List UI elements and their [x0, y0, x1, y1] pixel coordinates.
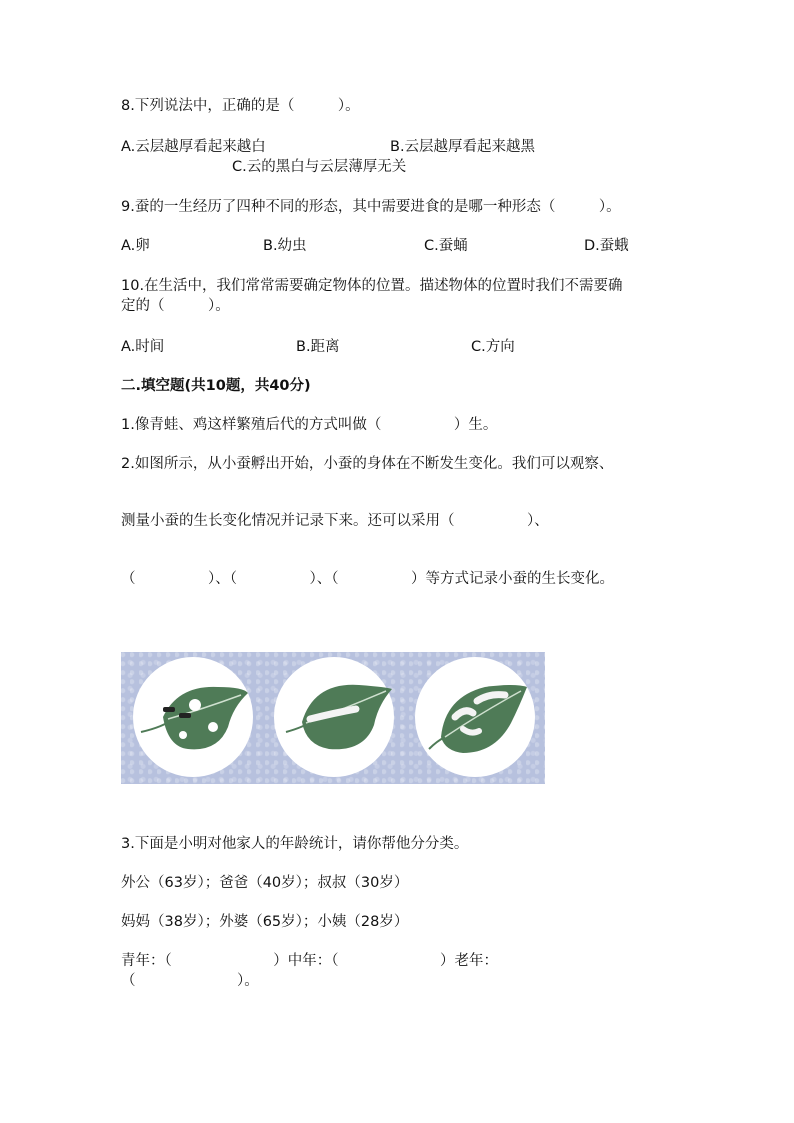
fill3-stem: 3.下面是小明对他家人的年龄统计，请你帮他分分类。 [121, 836, 469, 852]
fill2-line1: 2.如图所示，从小蚕孵出开始，小蚕的身体在不断发生变化。我们可以观察、 [121, 456, 614, 472]
section-title: 二.填空题(共10题，共40分) [121, 378, 311, 394]
figure-panel-1 [133, 657, 253, 777]
q10-option-b: B.距离 [296, 339, 340, 355]
fill3-line1: 外公（63岁）；爸爸（40岁）；叔叔（30岁） [121, 875, 409, 891]
fill3-line2: 妈妈（38岁）；外婆（65岁）；小姨（28岁） [121, 914, 409, 930]
q10-stem-line2: 定的（ ）。 [121, 298, 230, 314]
fill2-line2: 测量小蚕的生长变化情况并记录下来。还可以采用（ ）、 [121, 513, 549, 529]
q8-option-a: A.云层越厚看起来越白 [121, 139, 266, 155]
q8-option-b: B.云层越厚看起来越黑 [390, 139, 536, 155]
q8-option-c: C.云的黑白与云层薄厚无关 [232, 159, 407, 175]
leaf-with-young-larva-image [274, 657, 394, 777]
q10-stem-line1: 10.在生活中，我们常常需要确定物体的位置。描述物体的位置时我们不需要确 [121, 278, 623, 294]
q9-option-c: C.蚕蛹 [424, 238, 468, 254]
fill2-line3: （ ）、（ ）、（ ）等方式记录小蚕的生长变化。 [121, 571, 614, 587]
q8-stem: 8.下列说法中，正确的是（ ）。 [121, 98, 360, 114]
q10-option-c: C.方向 [471, 339, 515, 355]
q9-stem: 9.蚕的一生经历了四种不同的形态，其中需要进食的是哪一种形态（ ）。 [121, 199, 621, 215]
fill3-line3: 青年：（ ）中年：（ ）老年： [121, 953, 498, 969]
figure-panel-2 [274, 657, 394, 777]
leaf-with-grown-larvae-image [415, 657, 535, 777]
q10-option-a: A.时间 [121, 339, 165, 355]
q9-option-a: A.卵 [121, 238, 150, 254]
leaf-with-hatchlings-image [133, 657, 253, 777]
q9-option-d: D.蚕蛾 [584, 238, 629, 254]
fill1-text: 1.像青蛙、鸡这样繁殖后代的方式叫做（ ）生。 [121, 417, 498, 433]
q9-option-b: B.幼虫 [263, 238, 307, 254]
figure-panel-3 [415, 657, 535, 777]
silkworm-figure [121, 652, 545, 784]
fill3-line4: （ ）。 [121, 973, 259, 989]
